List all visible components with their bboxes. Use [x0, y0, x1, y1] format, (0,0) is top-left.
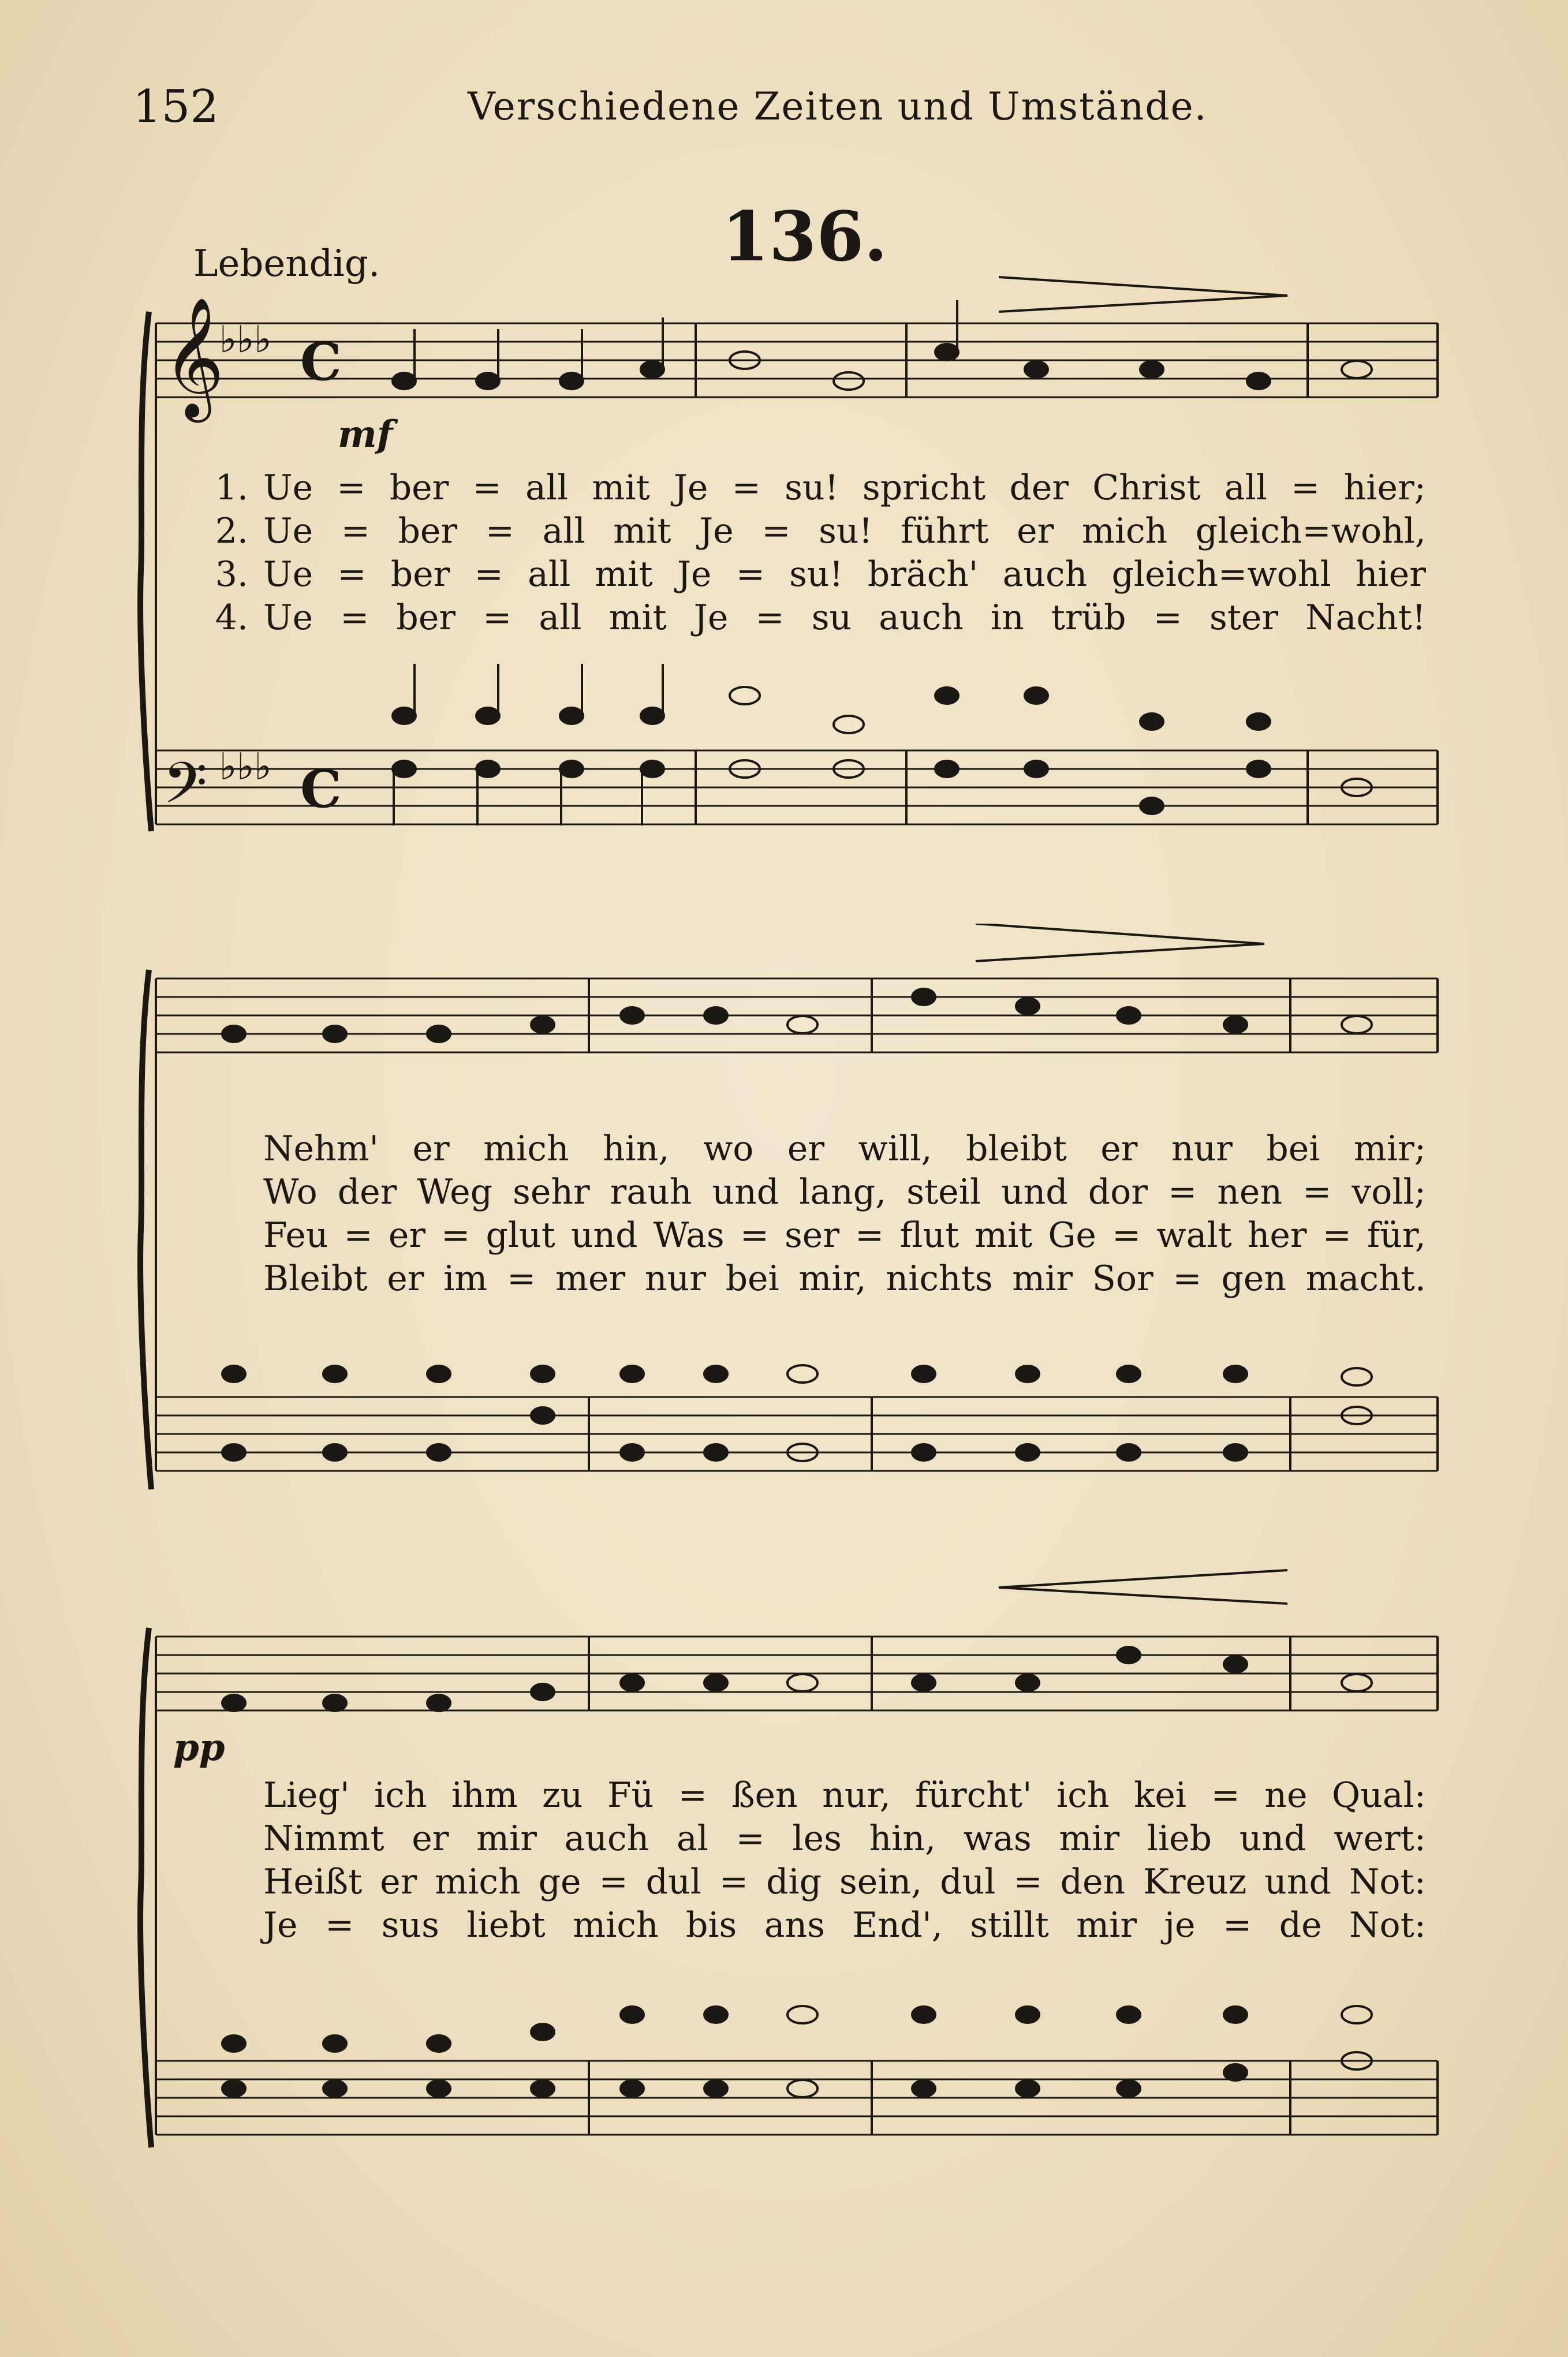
lyric-syllable: Ue — [263, 597, 313, 638]
verse-line — [179, 511, 1449, 554]
lyric-syllable: mir, — [798, 1258, 867, 1299]
lyric-syllable: = — [731, 468, 761, 508]
lyric-syllable: all — [539, 597, 582, 638]
lyric-syllable: bräch' — [867, 554, 979, 595]
lyric-syllable: mich — [573, 1905, 659, 1945]
lyric-syllable: Je — [263, 1905, 298, 1945]
lyric-syllable: walt — [1156, 1215, 1232, 1256]
lyric-syllable: hin, — [602, 1129, 670, 1169]
lyric-syllable: gleich=wohl — [1111, 554, 1331, 595]
lyric-syllable: glut — [486, 1215, 555, 1256]
lyric-syllable: wert: — [1334, 1818, 1426, 1859]
lyric-syllable: ber — [390, 554, 450, 595]
lyric-syllable: er — [1017, 511, 1054, 551]
lyric-syllable: flut — [899, 1215, 960, 1256]
lyric-syllable: nen — [1217, 1172, 1283, 1212]
lyric-syllable: Feu — [263, 1215, 328, 1256]
lyric-syllable: nur, — [822, 1775, 891, 1816]
system-brace — [140, 312, 151, 831]
lyric-syllable: mit — [595, 554, 653, 595]
lyric-syllable: ihm — [451, 1775, 518, 1816]
lyric-syllable: = — [1013, 1862, 1043, 1902]
lyrics-system-1 — [179, 468, 1449, 641]
lyric-syllable: nichts — [886, 1258, 993, 1299]
lyric-syllable: er — [388, 1215, 426, 1256]
lyric-syllable: = — [324, 1905, 354, 1945]
dynamic-mf: mf — [338, 413, 393, 456]
lyric-syllable: Je — [677, 554, 712, 595]
lyric-syllable: = — [483, 597, 512, 638]
verse-line — [179, 1172, 1449, 1215]
lyric-syllable: Qual: — [1331, 1775, 1426, 1816]
lyrics-system-3 — [179, 1775, 1449, 1948]
verse-number: 4. — [215, 597, 248, 638]
verse-line — [179, 468, 1449, 511]
lyric-syllable: les — [792, 1818, 842, 1859]
lyric-syllable: mit — [608, 597, 667, 638]
lyric-syllable: Bleibt — [263, 1258, 368, 1299]
lyric-syllable: su! — [819, 511, 873, 551]
lyric-syllable: stillt — [970, 1905, 1049, 1945]
svg-text:C: C — [300, 759, 342, 820]
lyric-syllable: er — [412, 1129, 450, 1169]
verse-number: 1. — [215, 468, 248, 508]
decrescendo-hairpin — [999, 277, 1287, 312]
lyric-syllable: zu — [542, 1775, 583, 1816]
lyric-syllable: mer — [555, 1258, 626, 1299]
lyric-syllable: was — [963, 1818, 1032, 1859]
lyric-syllable: und — [1239, 1818, 1306, 1859]
lyric-syllable: hier — [1355, 554, 1426, 595]
verse-line — [179, 1775, 1449, 1818]
lyric-syllable: dul — [940, 1862, 996, 1902]
lyric-syllable: dig — [766, 1862, 822, 1902]
lyric-syllable: will, — [858, 1129, 932, 1169]
lyric-syllable: Nimmt — [263, 1818, 384, 1859]
lyric-syllable: rauh — [610, 1172, 692, 1212]
svg-text:♭♭♭: ♭♭♭ — [219, 746, 272, 789]
lyric-syllable: gen — [1221, 1258, 1287, 1299]
lyric-syllable: gleich=wohl, — [1195, 511, 1426, 551]
lyric-syllable: Je — [673, 468, 708, 508]
lyric-syllable: steil — [906, 1172, 981, 1212]
lyric-syllable: den — [1060, 1862, 1126, 1902]
treble-staff — [156, 323, 1438, 397]
lyric-syllable: = — [1111, 1215, 1141, 1256]
lyric-syllable: = — [337, 468, 366, 508]
lyric-syllable: im — [443, 1258, 488, 1299]
lyric-syllable: voll; — [1352, 1172, 1426, 1212]
lyric-syllable: und — [712, 1172, 779, 1212]
lyric-syllable: er — [412, 1818, 449, 1859]
lyric-syllable: su — [811, 597, 852, 638]
lyric-syllable: = — [755, 597, 785, 638]
lyric-syllable: ser — [785, 1215, 839, 1256]
lyric-syllable: dul — [645, 1862, 701, 1902]
lyric-syllable: Ue — [263, 511, 313, 551]
lyric-syllable: Je — [699, 511, 734, 551]
lyric-syllable: dor — [1088, 1172, 1148, 1212]
lyric-syllable: ber — [396, 597, 456, 638]
lyric-syllable: de — [1279, 1905, 1322, 1945]
dynamic-pp: pp — [173, 1726, 225, 1769]
lyric-syllable: und — [1264, 1862, 1331, 1902]
lyric-syllable: der — [337, 1172, 397, 1212]
lyric-syllable: = — [1211, 1775, 1240, 1816]
lyric-syllable: Nacht! — [1305, 597, 1426, 638]
lyric-syllable: mir — [476, 1818, 537, 1859]
lyric-syllable: auch — [879, 597, 964, 638]
treble-clef: 𝄞 — [163, 297, 225, 417]
lyric-syllable: mich — [483, 1129, 569, 1169]
lyric-syllable: je — [1164, 1905, 1196, 1945]
lyric-syllable: er — [1100, 1129, 1138, 1169]
lyric-syllable: all — [525, 468, 569, 508]
lyric-syllable: bei — [1266, 1129, 1320, 1169]
lyric-syllable: = — [736, 554, 765, 595]
lyric-syllable: ge — [538, 1862, 581, 1902]
lyric-syllable: = — [1153, 597, 1182, 638]
lyric-syllable: lang, — [799, 1172, 887, 1212]
verse-line — [179, 1905, 1449, 1948]
lyric-syllable: Christ — [1092, 468, 1201, 508]
lyric-syllable: hier; — [1343, 468, 1426, 508]
lyric-syllable: ans — [764, 1905, 825, 1945]
lyric-syllable: = — [1322, 1215, 1352, 1256]
verse-line — [179, 1258, 1449, 1302]
running-title: Verschiedene Zeiten und Umstände. — [468, 84, 1208, 129]
lyric-syllable: trüb — [1051, 597, 1126, 638]
lyric-syllable: bis — [685, 1905, 737, 1945]
lyric-syllable: mit — [613, 511, 671, 551]
lyric-syllable: = — [1222, 1905, 1252, 1945]
lyric-syllable: er — [380, 1862, 417, 1902]
lyric-syllable: ster — [1209, 597, 1279, 638]
lyric-syllable: Kreuz — [1143, 1862, 1247, 1902]
lyric-syllable: auch — [564, 1818, 649, 1859]
lyric-syllable: lieb — [1147, 1818, 1212, 1859]
verse-number: 3. — [215, 554, 248, 595]
lyric-syllable: bei — [725, 1258, 779, 1299]
lyric-syllable: Was — [653, 1215, 725, 1256]
lyric-syllable: bleibt — [966, 1129, 1067, 1169]
lyric-syllable: ich — [374, 1775, 427, 1816]
lyric-syllable: wo — [703, 1129, 754, 1169]
lyric-syllable: = — [1291, 468, 1320, 508]
lyric-syllable: liebt — [466, 1905, 546, 1945]
lyric-syllable: Nehm' — [263, 1129, 379, 1169]
lyric-syllable: auch — [1002, 554, 1088, 595]
lyric-syllable: sein, — [839, 1862, 923, 1902]
lyric-syllable: Lieg' — [263, 1775, 350, 1816]
lyric-syllable: ne — [1264, 1775, 1308, 1816]
lyric-syllable: = — [441, 1215, 471, 1256]
lyric-syllable: spricht — [862, 468, 986, 508]
lyric-syllable: und — [1001, 1172, 1068, 1212]
lyric-syllable: Weg — [417, 1172, 493, 1212]
lyric-syllable: er — [387, 1258, 424, 1299]
lyric-syllable: der — [1009, 468, 1069, 508]
lyric-syllable: = — [1173, 1258, 1202, 1299]
lyric-syllable: ber — [389, 468, 449, 508]
page-number: 152 — [133, 81, 219, 133]
lyric-syllable: Ue — [263, 468, 313, 508]
lyric-syllable: = — [761, 511, 791, 551]
lyric-syllable: fürcht' — [915, 1775, 1032, 1816]
tempo-marking: Lebendig. — [193, 242, 380, 285]
lyric-syllable: al — [676, 1818, 708, 1859]
lyric-syllable: kei — [1133, 1775, 1187, 1816]
lyric-syllable: Ge — [1048, 1215, 1096, 1256]
lyric-syllable: er — [787, 1129, 825, 1169]
bass-clef: 𝄢 — [163, 750, 208, 831]
verse-number: 2. — [215, 511, 248, 551]
lyric-syllable: her — [1247, 1215, 1307, 1256]
bass-staff — [156, 750, 1438, 824]
lyric-syllable: führt — [901, 511, 989, 551]
lyric-syllable: mit — [592, 468, 650, 508]
lyric-syllable: = — [507, 1258, 536, 1299]
lyric-syllable: hin, — [869, 1818, 936, 1859]
lyric-syllable: all — [542, 511, 585, 551]
key-signature-flats: ♭♭♭ — [219, 319, 272, 361]
lyric-syllable: = — [1167, 1172, 1197, 1212]
lyric-syllable: = — [719, 1862, 749, 1902]
lyric-syllable: für, — [1367, 1215, 1426, 1256]
lyric-syllable: = — [855, 1215, 884, 1256]
lyric-syllable: sehr — [513, 1172, 590, 1212]
lyric-syllable: = — [337, 554, 367, 595]
lyric-syllable: nur — [644, 1258, 706, 1299]
lyric-syllable: nur — [1171, 1129, 1233, 1169]
lyric-syllable: mit — [975, 1215, 1033, 1256]
lyric-syllable: in — [990, 597, 1024, 638]
lyric-syllable: = — [485, 511, 514, 551]
verse-line — [179, 554, 1449, 597]
verse-line — [179, 1862, 1449, 1905]
lyric-syllable: ich — [1056, 1775, 1110, 1816]
lyric-syllable: Not: — [1349, 1862, 1426, 1902]
lyric-syllable: su! — [785, 468, 839, 508]
lyric-syllable: mich — [435, 1862, 521, 1902]
lyric-syllable: = — [678, 1775, 707, 1816]
crescendo-hairpin — [999, 1570, 1287, 1604]
lyric-syllable: = — [599, 1862, 628, 1902]
lyric-syllable: End', — [852, 1905, 943, 1945]
verse-line — [179, 1129, 1449, 1172]
verse-line — [179, 597, 1449, 641]
lyric-syllable: sus — [381, 1905, 439, 1945]
lyric-syllable: Wo — [263, 1172, 318, 1212]
lyric-syllable: = — [740, 1215, 769, 1256]
lyric-syllable: mir; — [1353, 1129, 1426, 1169]
lyric-syllable: mir — [1059, 1818, 1120, 1859]
lyric-syllable: = — [341, 511, 370, 551]
lyric-syllable: all — [1224, 468, 1267, 508]
lyrics-system-2 — [179, 1129, 1449, 1302]
verse-line — [179, 1818, 1449, 1862]
lyric-syllable: = — [344, 1215, 373, 1256]
lyric-syllable: ber — [398, 511, 458, 551]
lyric-syllable: = — [474, 554, 503, 595]
lyric-syllable: Not: — [1349, 1905, 1426, 1945]
lyric-syllable: ßen — [731, 1775, 798, 1816]
lyric-syllable: macht. — [1305, 1258, 1426, 1299]
lyric-syllable: all — [528, 554, 571, 595]
lyric-syllable: mich — [1081, 511, 1168, 551]
lyric-syllable: = — [472, 468, 502, 508]
time-signature: C — [300, 331, 342, 393]
lyric-syllable: su! — [789, 554, 843, 595]
verse-line — [179, 1215, 1449, 1258]
hymn-number: 136. — [722, 196, 888, 277]
lyric-syllable: und — [570, 1215, 638, 1256]
lyric-syllable: Sor — [1092, 1258, 1153, 1299]
lyric-syllable: Ue — [263, 554, 313, 595]
lyric-syllable: = — [1302, 1172, 1332, 1212]
lyric-syllable: = — [736, 1818, 765, 1859]
lyric-syllable: mir — [1012, 1258, 1073, 1299]
page-header — [133, 81, 1438, 139]
lyric-syllable: Je — [693, 597, 729, 638]
lyric-syllable: mir — [1076, 1905, 1137, 1945]
lyric-syllable: = — [340, 597, 369, 638]
lyric-syllable: Heißt — [263, 1862, 363, 1902]
lyric-syllable: Fü — [607, 1775, 654, 1816]
